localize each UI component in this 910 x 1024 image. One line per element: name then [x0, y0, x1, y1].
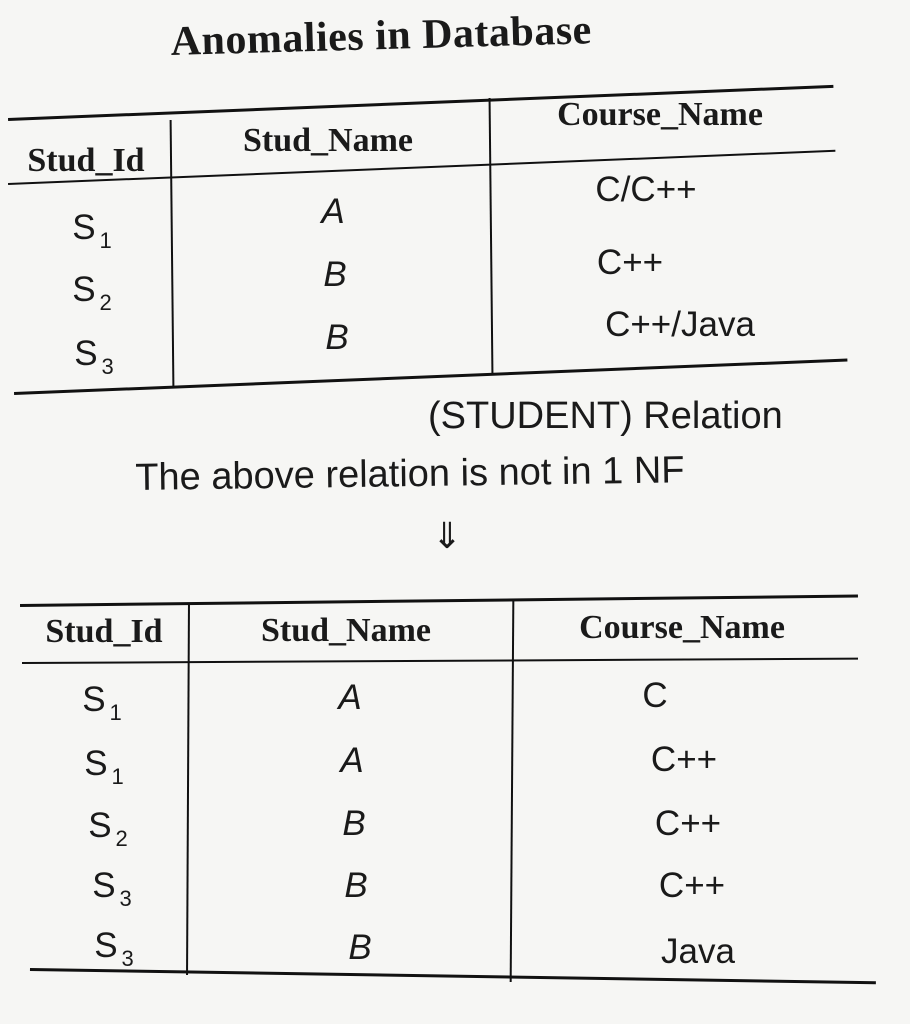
stud-id-cell: S $_2$ — [72, 270, 112, 315]
column-divider — [510, 600, 515, 982]
table-top-rule — [20, 594, 858, 607]
column-header-course-name: Course_Name — [557, 96, 763, 133]
course-name-cell: Java — [661, 932, 735, 971]
course-name-cell: C++ — [658, 866, 726, 905]
table-bottom-rule — [30, 968, 876, 984]
stud-name-cell: A — [321, 192, 345, 231]
course-name-cell: C++/Java — [605, 305, 755, 344]
stud-name-cell: B — [323, 255, 347, 294]
stud-id-cell: S $_1$ — [84, 744, 124, 789]
stud-name-cell: A — [340, 741, 364, 780]
stud-id-cell: S $_3$ — [94, 926, 134, 971]
stud-name-cell: B — [348, 928, 372, 967]
stud-id-cell: S $_3$ — [74, 334, 114, 379]
column-header-stud-name: Stud_Name — [242, 122, 414, 159]
stud-name-cell: B — [344, 866, 368, 905]
course-name-cell: C — [642, 676, 668, 715]
course-name-cell: C++ — [596, 243, 664, 282]
down-arrow-icon: ⇓ — [432, 516, 463, 557]
column-header-stud-id: Stud_Id — [27, 142, 145, 179]
table-header-rule — [22, 658, 858, 664]
column-header-stud-name: Stud_Name — [260, 612, 432, 649]
course-name-cell: C/C++ — [595, 170, 697, 209]
column-header-course-name: Course_Name — [579, 609, 785, 646]
course-name-cell: C++ — [650, 740, 718, 779]
page-title: Anomalies in Database — [170, 7, 593, 65]
relation-caption: (STUDENT) Relation — [428, 395, 783, 437]
stud-id-cell: S $_3$ — [92, 866, 132, 911]
course-name-cell: C++ — [654, 804, 722, 843]
stud-id-cell: S $_1$ — [72, 208, 112, 253]
stud-name-cell: A — [338, 678, 362, 717]
stud-name-cell: B — [325, 318, 349, 357]
stud-id-cell: S $_1$ — [82, 680, 122, 725]
column-header-stud-id: Stud_Id — [45, 613, 163, 650]
stud-id-cell: S $_2$ — [88, 806, 128, 851]
normal-form-note: The above relation is not in 1 NF — [135, 449, 685, 499]
stud-name-cell: B — [342, 804, 366, 843]
